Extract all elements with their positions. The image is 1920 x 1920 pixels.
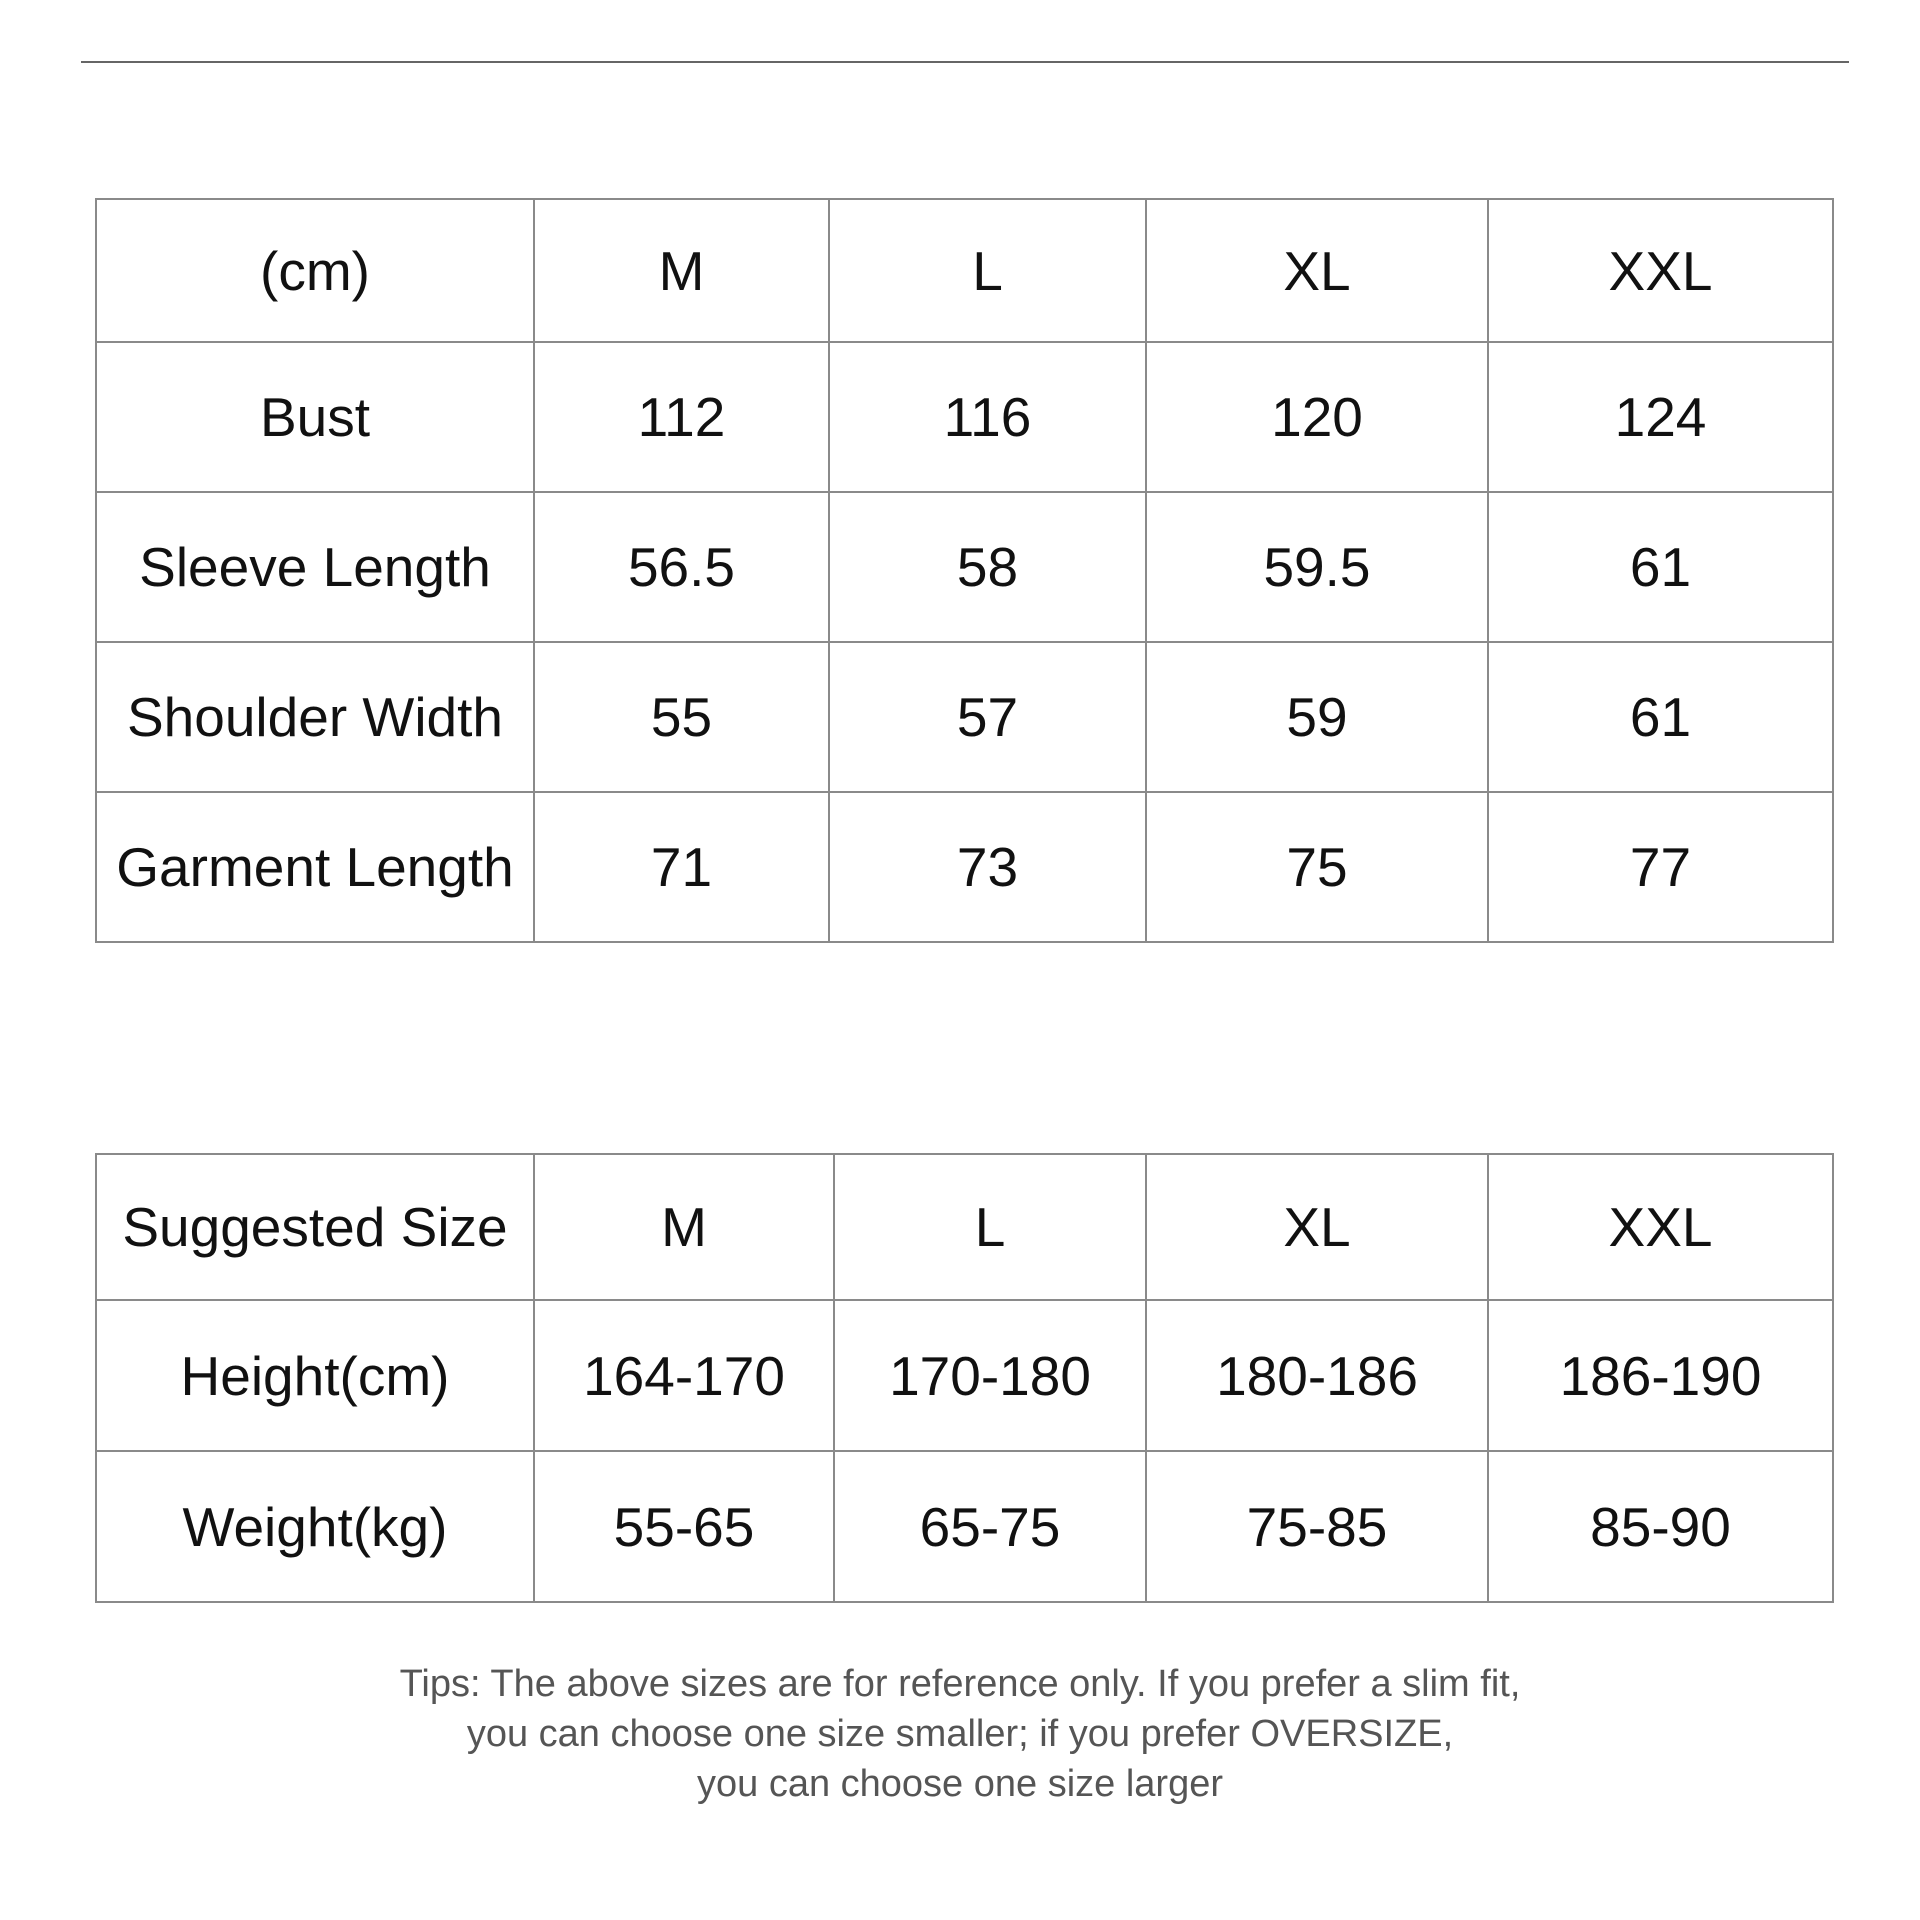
row-label: Weight(kg) — [96, 1451, 534, 1602]
table-cell: 55-65 — [534, 1451, 834, 1602]
tips-line: Tips: The above sizes are for reference only. If you prefer a slim fit, — [399, 1663, 1521, 1705]
size-header-xxl: XXL — [1488, 199, 1833, 342]
unit-header: (cm) — [96, 199, 534, 342]
table-cell: 59.5 — [1146, 492, 1488, 642]
tips-line: you can choose one size larger — [697, 1763, 1223, 1805]
table-cell: 56.5 — [534, 492, 829, 642]
table-cell: 164-170 — [534, 1300, 834, 1451]
row-label: Bust — [96, 342, 534, 492]
table-cell: 186-190 — [1488, 1300, 1833, 1451]
row-label: Height(cm) — [96, 1300, 534, 1451]
row-label: Garment Length — [96, 792, 534, 942]
table-cell: 57 — [829, 642, 1146, 792]
table-row-shoulder-width — [96, 642, 1833, 792]
table-cell: 170-180 — [834, 1300, 1146, 1451]
measurement-table — [95, 198, 1834, 943]
top-divider — [81, 61, 1849, 63]
size-header-l: L — [834, 1154, 1146, 1300]
table-cell: 180-186 — [1146, 1300, 1488, 1451]
size-header-m: M — [534, 199, 829, 342]
table-cell: 77 — [1488, 792, 1833, 942]
table-cell: 61 — [1488, 642, 1833, 792]
table-row-weight — [96, 1451, 1833, 1602]
size-header-xl: XL — [1146, 1154, 1488, 1300]
table-row-sleeve-length — [96, 492, 1833, 642]
table-cell: 55 — [534, 642, 829, 792]
table-cell: 124 — [1488, 342, 1833, 492]
tips-note — [0, 1659, 1920, 1809]
size-header-l: L — [829, 199, 1146, 342]
size-header-m: M — [534, 1154, 834, 1300]
size-header-xl: XL — [1146, 199, 1488, 342]
table-cell: 73 — [829, 792, 1146, 942]
size-header-xxl: XXL — [1488, 1154, 1833, 1300]
suggested-size-table — [95, 1153, 1834, 1603]
table-cell: 75-85 — [1146, 1451, 1488, 1602]
table-cell: 59 — [1146, 642, 1488, 792]
table-cell: 120 — [1146, 342, 1488, 492]
table-row-bust — [96, 342, 1833, 492]
table-header-row — [96, 199, 1833, 342]
table-cell: 85-90 — [1488, 1451, 1833, 1602]
table-header-row — [96, 1154, 1833, 1300]
tips-line: you can choose one size smaller; if you prefer OVERSIZE, — [466, 1713, 1454, 1755]
table-cell: 61 — [1488, 492, 1833, 642]
table-row-height — [96, 1300, 1833, 1451]
table-cell: 71 — [534, 792, 829, 942]
row-label: Shoulder Width — [96, 642, 534, 792]
table-cell: 58 — [829, 492, 1146, 642]
table-cell: 112 — [534, 342, 829, 492]
table-cell: 116 — [829, 342, 1146, 492]
table-cell: 65-75 — [834, 1451, 1146, 1602]
suggested-size-header: Suggested Size — [96, 1154, 534, 1300]
table-cell: 75 — [1146, 792, 1488, 942]
row-label: Sleeve Length — [96, 492, 534, 642]
table-row-garment-length — [96, 792, 1833, 942]
